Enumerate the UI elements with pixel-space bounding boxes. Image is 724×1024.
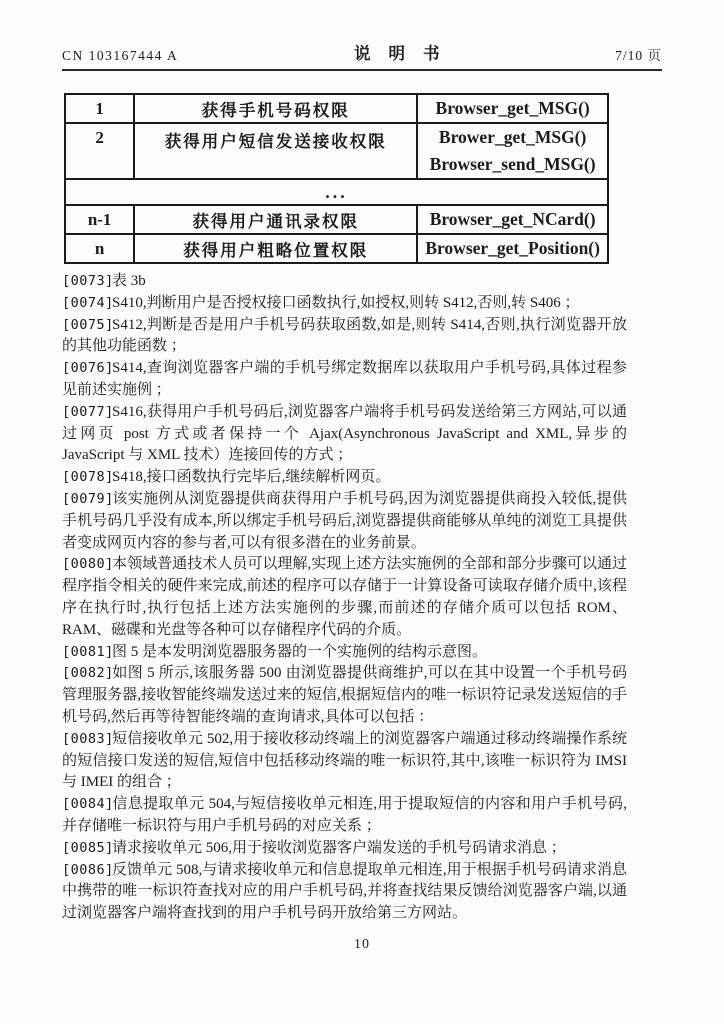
- paragraph: [62, 663, 627, 728]
- table-cell-permission: 获得用户通讯录权限: [134, 205, 417, 234]
- paragraph-text: 短信接收单元 502,用于接收移动终端上的浏览器客户端通过移动终端操作系统的短信接口发送的短信,短信中包括移动终端的唯一标识符,其中,该唯一标识符为 IMSI 与 IMEI 的组合 ；: [62, 730, 627, 791]
- paragraph-text: S412,判断是否是用户手机号码获取函数,如是,则转 S414,否则,执行浏览器开放的其他功能函数 ；: [62, 316, 627, 355]
- paragraph-number: [0081]: [62, 643, 114, 660]
- paragraph: [62, 293, 627, 315]
- function-name: Browser_get_Position(): [425, 238, 600, 258]
- paragraph-number: [0082]: [62, 665, 114, 682]
- paragraph-text: 请求接收单元 506,用于接收浏览器客户端发送的手机号码请求消息 ；: [112, 839, 566, 856]
- paragraph: [62, 402, 627, 467]
- paragraph: [62, 554, 627, 641]
- paragraph-number: [0077]: [62, 403, 114, 420]
- paragraph-number: [0086]: [62, 861, 114, 878]
- function-name: Brower_get_MSG(): [438, 127, 587, 147]
- function-name: Browser_send_MSG(): [429, 154, 596, 174]
- table-cell-function: [417, 234, 608, 263]
- table-cell-index: 1: [65, 94, 134, 123]
- table-cell-permission: 获得用户短信发送接收权限: [134, 123, 417, 179]
- paragraph-number: [0076]: [62, 360, 114, 377]
- paragraph: [62, 271, 627, 293]
- paragraph-number: [0078]: [62, 469, 114, 486]
- table-cell-index: n-1: [65, 205, 134, 234]
- table-cell-permission: 获得手机号码权限: [134, 94, 417, 123]
- paragraph-number: [0084]: [62, 796, 114, 813]
- paragraph: [62, 467, 627, 489]
- paragraph-text: S416,获得用户手机号码后,浏览器客户端将手机号码发送给第三方网站,可以通过网页 post 方式或者保持一个 Ajax(Asynchronous JavaScript and XML,异步的 JavaScript 与 XML 技术）连接回传的方式 ；: [62, 403, 627, 464]
- paragraph: [62, 642, 627, 664]
- permissions-table-body: [65, 94, 608, 263]
- paragraph-text: S414,查询浏览器客户端的手机号绑定数据库以获取用户手机号码,具体过程参见前述实施例 ；: [62, 360, 627, 398]
- table-ellipsis-cell: ...: [65, 179, 608, 205]
- paragraph-text: 表 3b: [112, 273, 146, 289]
- paragraph: [62, 489, 627, 554]
- paragraph-text: 信息提取单元 504,与短信接收单元相连,用于提取短信的内容和用户手机号码,并存储唯一标识符与用户手机号码的对应关系 ；: [62, 796, 627, 834]
- paragraph-text: 该实施例从浏览器提供商获得用户手机号码,因为浏览器提供商投入较低,提供手机号码几乎没有成本,所以绑定手机号码后,浏览器提供商能够从单纯的浏览工具提供者变成网页内容的参与者,可以有很多潜在的业务前景。: [62, 490, 627, 551]
- paragraph: [62, 860, 627, 925]
- table-cell-permission: 获得用户粗略位置权限: [134, 234, 417, 263]
- table-row: [65, 94, 608, 123]
- paragraph-text: 图 5 是本发明浏览器服务器的一个实施例的结构示意图。: [112, 643, 488, 660]
- permissions-table: [64, 93, 609, 264]
- table-cell-function: [417, 94, 608, 123]
- document-title: 说明书: [353, 44, 458, 63]
- table-cell-index: 2: [65, 123, 134, 179]
- table-row: [65, 205, 608, 234]
- paragraphs: [62, 271, 627, 925]
- paragraph-number: [0075]: [62, 316, 114, 333]
- paragraph-number: [0074]: [62, 294, 114, 311]
- paragraph-number: [0083]: [62, 730, 114, 747]
- page-header: [62, 0, 662, 71]
- paragraph-text: 如图 5 所示,该服务器 500 由浏览器提供商维护,可以在其中设置一个手机号码管理服务器,接收智能终端发送过来的短信,根据短信内的唯一标识符记录发送短信的手机号码,然后再等待智能终端的查询请求,具体可以包括 ：: [62, 665, 627, 725]
- function-name: Browser_get_MSG(): [435, 98, 590, 118]
- paragraph-number: [0073]: [62, 273, 114, 289]
- paragraph-number: [0085]: [62, 839, 114, 856]
- page-number: 10: [354, 936, 370, 952]
- paragraph-text: S418,接口函数执行完毕后,继续解析网页。: [112, 469, 391, 486]
- table-cell-function: [417, 205, 608, 234]
- paragraph-text: 本领域普通技术人员可以理解,实现上述方法实施例的全部和部分步骤可以通过程序指令相关的硬件来完成,前述的程序可以存储于一计算设备可读取存储介质中,该程序在执行时,执行包括上述方法实施例的步骤,而前述的存储介质可以包括 ROM、RAM、磁碟和光盘等各种可以存储程序代码的介质。: [62, 556, 627, 638]
- page-indicator: 7/10 页: [615, 48, 662, 63]
- paragraph: [62, 838, 627, 860]
- table-row: [65, 179, 608, 205]
- document-number: CN 103167444 A: [62, 48, 179, 63]
- paragraph: [62, 729, 627, 794]
- table-row: [65, 123, 608, 179]
- function-name: Browser_get_NCard(): [429, 209, 596, 229]
- table-cell-index: n: [65, 234, 134, 263]
- paragraph-text: S410,判断用户是否授权接口函数执行,如授权,则转 S412,否则,转 S406 ；: [112, 294, 580, 311]
- paragraph-text: 反馈单元 508,与请求接收单元和信息提取单元相连,用于根据手机号码请求消息中携带的唯一标识符查找对应的用户手机号码,并将查找结果反馈给浏览器客户端,以通过浏览器客户端将查找到的用户手机号码开放给第三方网站。: [62, 861, 627, 922]
- table-cell-function: [417, 123, 608, 179]
- paragraph: [62, 315, 627, 359]
- paragraph: [62, 794, 627, 838]
- paragraph-number: [0080]: [62, 556, 114, 573]
- paragraph: [62, 358, 627, 402]
- table-row: [65, 234, 608, 263]
- paragraph-number: [0079]: [62, 490, 114, 507]
